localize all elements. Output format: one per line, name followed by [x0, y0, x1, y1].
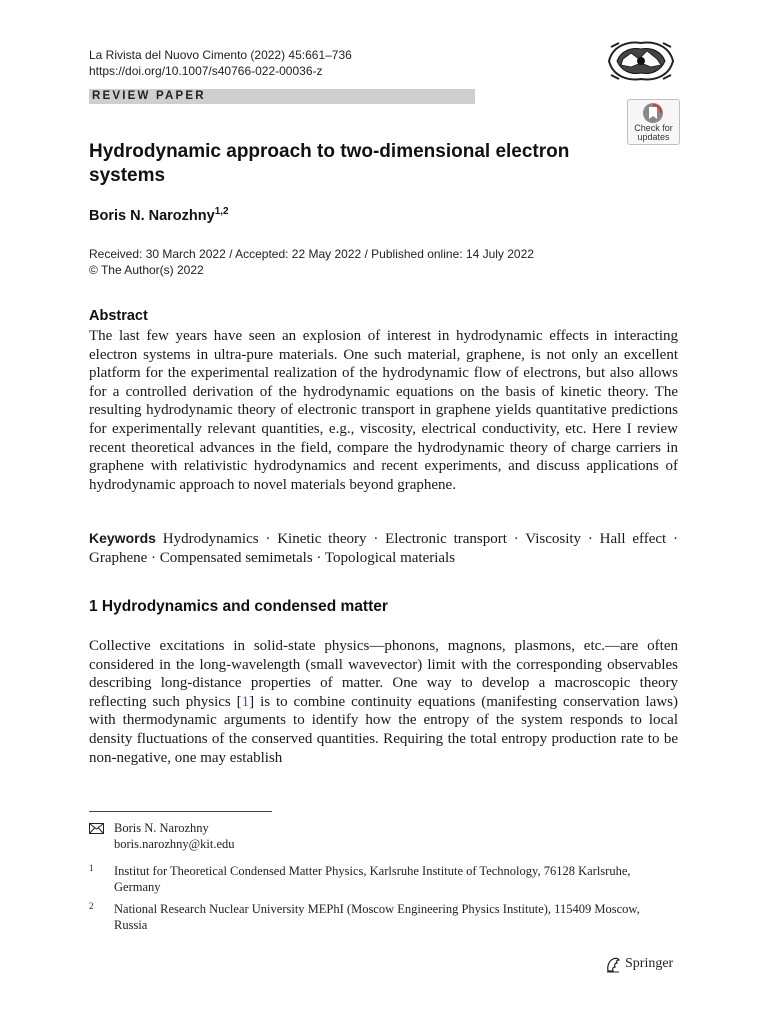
- contact-name: Boris N. Narozhny: [114, 821, 209, 835]
- corresponding-author: [89, 821, 689, 853]
- article-type-bar: [89, 89, 475, 104]
- author-line: [89, 206, 229, 224]
- section-body-text: Collective excitations in solid-state physics—phonons, magnons, plasmons, etc.—are often considered in the long-wavelength (small wavevector) limit with the corresponding observables describing long-distance properties of matter. One way to develop a macroscopic theory reflecting such physics [1] is to combine continuity equations (manifesting conservation laws) with thermodynamic arguments to identify how the entropy of the system responds to local density fluctuations of the conserved quantities. Requiring the total entropy production rate to be non-negative, one may establish: [89, 638, 678, 766]
- envelope-icon: [89, 823, 104, 834]
- section-heading: 1 Hydrodynamics and condensed matter: [89, 598, 388, 615]
- keywords-block: [89, 529, 678, 567]
- keywords-list: Hydrodynamics · Kinetic theory · Electronic transport · Viscosity · Hall effect · Graphene · Compensated semimetals · Topological materials: [89, 531, 678, 566]
- copyright-line: © The Author(s) 2022: [89, 263, 204, 277]
- affiliation-2-mark: 2: [89, 901, 94, 911]
- check-updates-label: Check for updates: [634, 123, 673, 142]
- keywords-label: Keywords: [89, 530, 156, 546]
- citation-link[interactable]: 1: [241, 693, 250, 710]
- bookmark-refresh-icon: [641, 102, 665, 124]
- publication-dates: Received: 30 March 2022 / Accepted: 22 May 2022 / Published online: 14 July 2022: [89, 247, 534, 261]
- abstract-text: The last few years have seen an explosion of interest in hydrodynamic effects in interacting electron systems in ultra-pure materials. One such material, graphene, is not only an excellent platform for the experimental realization of the hydrodynamic flow of electrons, but also allows for a controlled derivation of the hydrodynamic equations on the basis of kinetic theory. The resulting hydrodynamic theory of electronic transport in graphene yields quantitative predictions for experimentally relevant quantities, e.g., viscosity, electrical conductivity, etc. Here I review recent theoretical advances in the field, compare the hydrodynamic theory of charge carriers in graphene with relativistic hydrodynamics and recent experiments, and discuss applications of hydrodynamic approach to novel materials beyond graphene.: [89, 328, 678, 493]
- affiliation-2-text: National Research Nuclear University MEPhI (Moscow Engineering Physics Institute), 115409 Moscow, Russia: [114, 902, 640, 932]
- contact-email[interactable]: boris.narozhny@kit.edu: [114, 836, 235, 851]
- journal-emblem-logo: [605, 37, 677, 85]
- affiliation-1-mark: 1: [89, 863, 94, 873]
- author-name: Boris N. Narozhny: [89, 207, 215, 224]
- springer-horse-icon: [605, 956, 621, 973]
- affiliation-1: [89, 864, 689, 896]
- journal-citation: La Rivista del Nuovo Cimento (2022) 45:661–736: [89, 48, 352, 62]
- doi-link[interactable]: https://doi.org/10.1007/s40766-022-00036-z: [89, 64, 323, 78]
- article-type-label: REVIEW PAPER: [92, 90, 206, 102]
- footnote-divider: [89, 811, 272, 812]
- check-for-updates-badge[interactable]: [627, 99, 680, 145]
- affiliation-1-text: Institut for Theoretical Condensed Matter Physics, Karlsruhe Institute of Technology, 76128 Karlsruhe, Germany: [114, 864, 631, 894]
- affiliation-2: [89, 902, 689, 934]
- abstract-heading: Abstract: [89, 308, 148, 324]
- publisher-name: Springer: [625, 956, 674, 971]
- author-affiliation-marks: 1,2: [214, 206, 229, 217]
- paper-title: Hydrodynamic approach to two-dimensional electron systems: [89, 141, 570, 186]
